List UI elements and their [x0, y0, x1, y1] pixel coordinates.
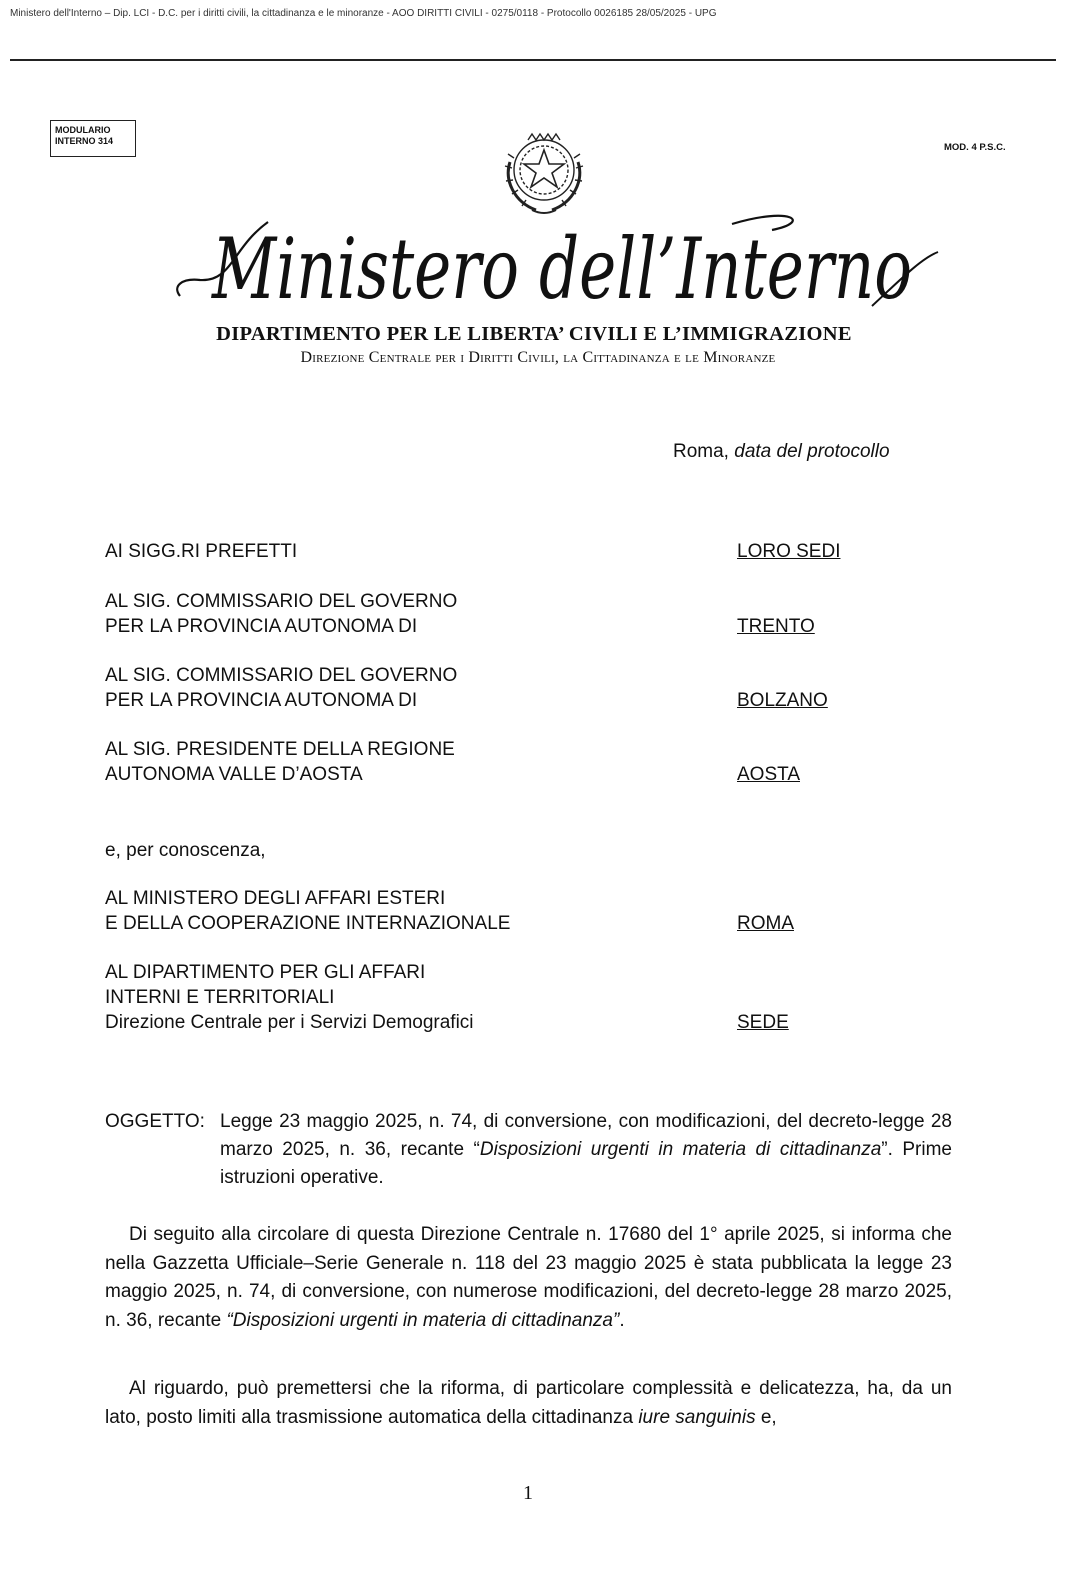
recipient-line: E DELLA COOPERAZIONE INTERNAZIONALE [105, 913, 511, 934]
subject-text [220, 1108, 952, 1192]
ministry-calligraphic-logo [172, 208, 942, 318]
recipient-line: AI SIGG.RI PREFETTI [105, 541, 298, 562]
recipient-line: AL SIG. COMMISSARIO DEL GOVERNO [105, 665, 458, 686]
place: Roma, [673, 441, 729, 462]
subject-text-end: ”. Prime istruzioni operative. [220, 1139, 953, 1188]
protocol-date: data del protocollo [734, 441, 890, 462]
place-date [673, 441, 890, 463]
italian-republic-emblem-icon [496, 124, 592, 220]
form-code-line-2: INTERNO 314 [55, 136, 114, 146]
recipient-1-destination: LORO SEDI [737, 541, 841, 562]
recipient-line: AL DIPARTIMENTO PER GLI AFFARI [105, 962, 426, 983]
protocol-header: Ministero dell'Interno – Dip. LCI - D.C. per i diritti civili, la cittadinanza e le minoranze - AOO DIRITTI CIVILI - 0275/0118 - Protocollo 0026185 28/05/2025 - UPG [10, 8, 717, 19]
recipient-2-destination: TRENTO [737, 616, 815, 637]
page-number: 1 [523, 1482, 533, 1504]
recipient-line: AUTONOMA VALLE D’AOSTA [105, 764, 363, 785]
direction-name: Direzione Centrale per i Diritti Civili, la Cittadinanza e le Minoranze [300, 349, 776, 366]
recipient-3-destination: BOLZANO [737, 690, 828, 711]
cc-recipient-1 [105, 886, 510, 936]
recipient-1 [105, 539, 297, 564]
cc-recipient-2-destination: SEDE [737, 1012, 789, 1033]
paragraph-text: Di seguito alla circolare di questa Direzione Centrale n. 17680 del 1° aprile 2025, si informa che nella Gazzetta Ufficiale–Serie Generale n. 118 del 23 maggio 2025 è stata pubblicata la legge 23 maggio 2025, n. 74, di conversione, con numerose modificazioni, del decreto-legge 28 marzo 2025, n. 36, recante [105, 1224, 952, 1331]
form-code-line-1: MODULARIO [55, 125, 111, 135]
paragraph-text-end: . [619, 1309, 625, 1331]
cc-recipient-2 [105, 960, 474, 1035]
recipient-4 [105, 737, 455, 787]
paragraph-italic: iure sanguinis [638, 1406, 756, 1428]
recipient-line: PER LA PROVINCIA AUTONOMA DI [105, 690, 418, 711]
recipient-line: PER LA PROVINCIA AUTONOMA DI [105, 616, 418, 637]
body-paragraph-1 [105, 1221, 952, 1335]
paragraph-text: Al riguardo, può premettersi che la riforma, di particolare complessità e delicatezza, ha, da un lato, posto limiti alla trasmissione automatica della cittadinanza [105, 1378, 952, 1428]
recipient-line: AL SIG. PRESIDENTE DELLA REGIONE [105, 739, 455, 760]
recipient-line: INTERNI E TERRITORIALI [105, 987, 335, 1008]
mod-code: MOD. 4 P.S.C. [944, 142, 1006, 153]
body-paragraph-2 [105, 1375, 952, 1432]
subject-text-start: Legge 23 maggio 2025, n. 74, di conversione, con modificazioni, del decreto-legge 28 marzo 2025, n. 36, recante “ [220, 1111, 952, 1160]
header-divider [10, 59, 1056, 61]
paragraph-text-end: e, [755, 1406, 777, 1428]
recipient-3 [105, 663, 457, 713]
paragraph-italic: “Disposizioni urgenti in materia di cittadinanza” [226, 1309, 620, 1331]
recipient-line: AL SIG. COMMISSARIO DEL GOVERNO [105, 591, 458, 612]
recipient-2 [105, 589, 457, 639]
form-code-box [50, 120, 136, 157]
subject-label: OGGETTO: [105, 1111, 205, 1132]
department-name: DIPARTIMENTO PER LE LIBERTA’ CIVILI E L’IMMIGRAZIONE [216, 323, 852, 345]
recipient-line: Direzione Centrale per i Servizi Demografici [105, 1012, 474, 1033]
subject-text-italic: Disposizioni urgenti in materia di cittadinanza [479, 1139, 882, 1160]
cc-recipient-1-destination: ROMA [737, 913, 794, 934]
recipient-line: AL MINISTERO DEGLI AFFARI ESTERI [105, 888, 446, 909]
recipient-4-destination: AOSTA [737, 764, 800, 785]
cc-label: e, per conoscenza, [105, 840, 266, 861]
ministry-name-script: Ministero dell’Interno [210, 220, 912, 318]
